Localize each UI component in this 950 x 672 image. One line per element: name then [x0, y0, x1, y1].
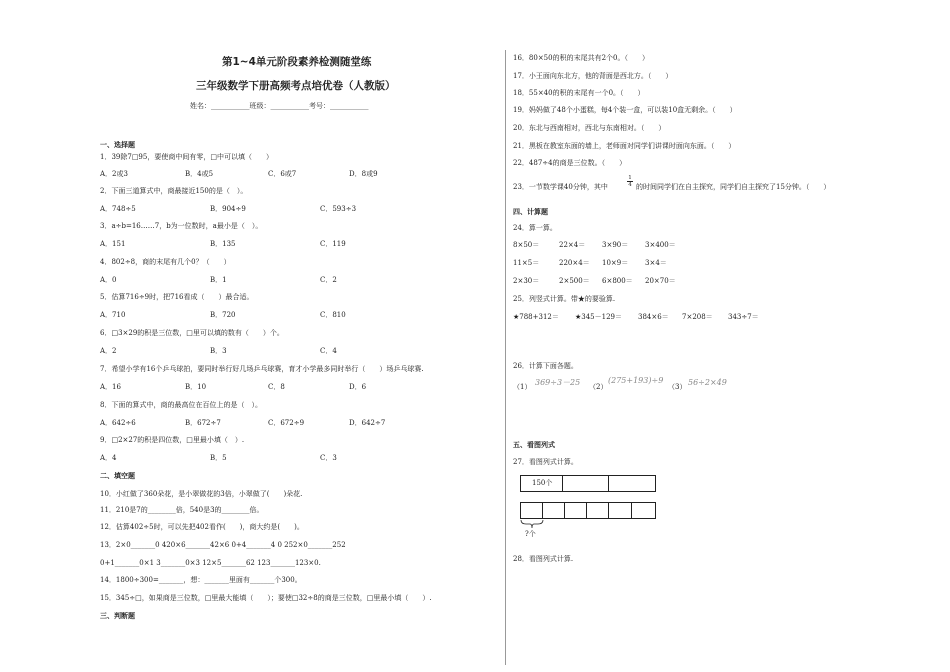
problem-2: (275+193)÷9 [608, 376, 664, 385]
top-segment-3 [608, 475, 656, 492]
question-19: 19．妈妈做了48个小蛋糕，每4个装一盒，可以装10盒无剩余。（ ） [513, 106, 737, 114]
top-segment-label: 150个 [532, 479, 553, 487]
segment-diagram [520, 475, 660, 545]
q8-option-b: B．672÷7 [185, 419, 221, 427]
exam-subtitle: 三年级数学下册高频考点培优卷（人教版） [196, 80, 396, 92]
question-27: 27．看图列式计算。 [513, 458, 578, 466]
vert-4: 7×208＝ [682, 313, 713, 321]
calc-r3-3: 6×800＝ [602, 277, 633, 285]
q23-fraction-numerator: 1 [628, 175, 632, 181]
q1-option-d: D．8或9 [349, 170, 378, 178]
calc-r3-2: 2×500＝ [559, 277, 590, 285]
question-16: 16．80×50的积的末尾共有2个0。（ ） [513, 54, 649, 62]
question-9: 9．□2×27的积是四位数，□里最小填（ ）. [100, 436, 245, 444]
q6-option-c: C．4 [320, 347, 337, 355]
question-13-line1: 13．2×0_______0 420×6_______42×6 0+4_______4 0 252×0_______252 [100, 541, 346, 549]
calc-r1-3: 3×90＝ [602, 241, 629, 249]
q3-option-a: A．151 [100, 240, 126, 248]
vert-2: ★345－129＝ [575, 313, 622, 321]
calc-r3-1: 2×30＝ [513, 277, 540, 285]
q1-option-a: A．2或3 [100, 170, 128, 178]
question-28: 28．看图列式计算. [513, 555, 574, 563]
question-14: 14．1800÷300=_______，想：_______里面有_______个300。 [100, 576, 302, 584]
q8-option-d: D．642÷7 [349, 419, 386, 427]
q5-option-a: A．710 [100, 311, 126, 319]
q5-option-b: B．720 [210, 311, 236, 319]
question-11: 11．210是7的________倍，540是3的________倍。 [100, 506, 264, 514]
q8-option-c: C．672÷9 [268, 419, 305, 427]
q2-option-b: B．904÷9 [210, 205, 246, 213]
section-judge-heading: 三、判断题 [100, 612, 135, 620]
bottom-segment-4 [586, 502, 609, 519]
q23-fraction [627, 175, 633, 188]
question-21: 21．黑板在教室东面的墙上，老师面对同学们讲课时面向东面。（ ） [513, 142, 736, 150]
bottom-segment-3 [564, 502, 587, 519]
question-17: 17．小王面向东北方，他的背面是西北方。（ ） [513, 72, 673, 80]
question-15: 15．345÷□，如果商是三位数，□里最大能填（ ）；要使□32÷8的商是三位数，□里最小填（ ）. [100, 594, 432, 602]
student-info-line: 姓名：___________班级：___________考号：___________ [190, 102, 369, 110]
calc-r1-1: 8×50＝ [513, 241, 540, 249]
vert-5: 343÷7＝ [728, 313, 759, 321]
problem-3: 56÷2×49 [688, 378, 727, 387]
calc-r1-2: 22×4＝ [559, 241, 586, 249]
q7-option-a: A．16 [100, 383, 121, 391]
exam-title: 第1~4单元阶段素养检测随堂练 [222, 56, 372, 68]
question-7: 7．希望小学有16个乒乓球拍，要同时举行好几场乒乓球赛，育才小学最多同时举行（ ）场乒乓球赛. [100, 365, 424, 373]
question-6: 6．□3×29的积是三位数，□里可以填的数有（ ）个。 [100, 329, 284, 337]
q4-option-c: C．2 [320, 276, 337, 284]
problem-1: 369÷3－25 [535, 378, 581, 387]
q2-option-c: C．593÷3 [320, 205, 357, 213]
q7-option-d: D．6 [349, 383, 367, 391]
question-26: 26．计算下面各题。 [513, 362, 578, 370]
calc-r1-4: 3×400＝ [645, 241, 676, 249]
question-3: 3．a÷b=16……7，b为一位数时，a最小是（ ）。 [100, 222, 263, 230]
q3-option-c: C．119 [320, 240, 346, 248]
calc-r2-1: 11×5＝ [513, 259, 540, 267]
q4-option-a: A．0 [100, 276, 117, 284]
q2-option-a: A．748÷5 [100, 205, 136, 213]
section-picture-heading: 五、看图列式 [513, 441, 555, 449]
q9-option-b: B．5 [210, 454, 227, 462]
question-10: 10．小红做了360朵花，是小翠做花的3倍，小翠做了( )朵花. [100, 490, 303, 498]
bottom-segment-1 [520, 502, 543, 519]
calc-r2-4: 3×4＝ [645, 259, 667, 267]
question-22: 22．487÷4的商是三位数。（ ） [513, 159, 627, 167]
bottom-segment-6 [631, 502, 656, 519]
question-8: 8．下面的算式中，商的最高位在百位上的是（ ）。 [100, 401, 262, 409]
question-2: 2．下面三道算式中，商最接近150的是（ ）。 [100, 187, 248, 195]
problem-3-label: （3） [668, 383, 687, 391]
section-choice-heading: 一、选择题 [100, 141, 135, 149]
question-1: 1．39除7□95，要使商中间有零，□中可以填（ ） [100, 153, 273, 161]
question-4: 4．802÷8，商的末尾有几个0？（ ） [100, 258, 231, 266]
q7-option-c: C．8 [268, 383, 285, 391]
vert-3: 384×6＝ [638, 313, 669, 321]
q5-option-c: C．810 [320, 311, 346, 319]
calc-r3-4: 20×70＝ [645, 277, 676, 285]
question-12: 12．估算402÷5时，可以先把402看作( )，商大约是( )。 [100, 523, 304, 531]
q9-option-c: C．3 [320, 454, 337, 462]
brace-icon [520, 519, 544, 529]
calc-r2-2: 220×4＝ [559, 259, 590, 267]
question-13-line2: 0+1_______0×1 3_______0×3 12×5_______62 123_______123×0. [100, 559, 321, 567]
bottom-segment-5 [608, 502, 632, 519]
q8-option-a: A．642÷6 [100, 419, 136, 427]
q9-option-a: A．4 [100, 454, 117, 462]
question-24: 24．算一算。 [513, 224, 557, 232]
section-calc-heading: 四、计算题 [513, 208, 548, 216]
question-23-part2: 的时间同学们在自主探究，同学们自主探究了15分钟。（ ） [636, 183, 831, 191]
q6-option-a: A．2 [100, 347, 117, 355]
q3-option-b: B．135 [210, 240, 236, 248]
brace-label: ?个 [525, 530, 536, 538]
calc-r2-3: 10×9＝ [602, 259, 629, 267]
question-5: 5．估算716÷9时，把716看成（ ）最合适。 [100, 293, 254, 301]
column-divider [505, 50, 506, 665]
problem-2-label: （2） [589, 383, 608, 391]
q1-option-c: C．6或7 [268, 170, 297, 178]
q1-option-b: B．4或5 [185, 170, 214, 178]
q6-option-b: B．3 [210, 347, 227, 355]
q4-option-b: B．1 [210, 276, 227, 284]
q23-fraction-denominator: 4 [628, 182, 632, 188]
q7-option-b: B．10 [185, 383, 207, 391]
question-20: 20．东北与西南相对，西北与东南相对。（ ） [513, 124, 666, 132]
question-18: 18．55×40的积的末尾有一个0。（ ） [513, 89, 645, 97]
question-25: 25．列竖式计算。带★的要验算. [513, 295, 616, 303]
question-23-part1: 23．一节数学课40分钟，其中 [513, 183, 608, 191]
problem-1-label: （1） [513, 383, 532, 391]
top-segment-2 [562, 475, 609, 492]
section-fill-heading: 二、填空题 [100, 472, 135, 480]
bottom-segment-2 [542, 502, 565, 519]
vert-1: ★788+312＝ [513, 313, 559, 321]
